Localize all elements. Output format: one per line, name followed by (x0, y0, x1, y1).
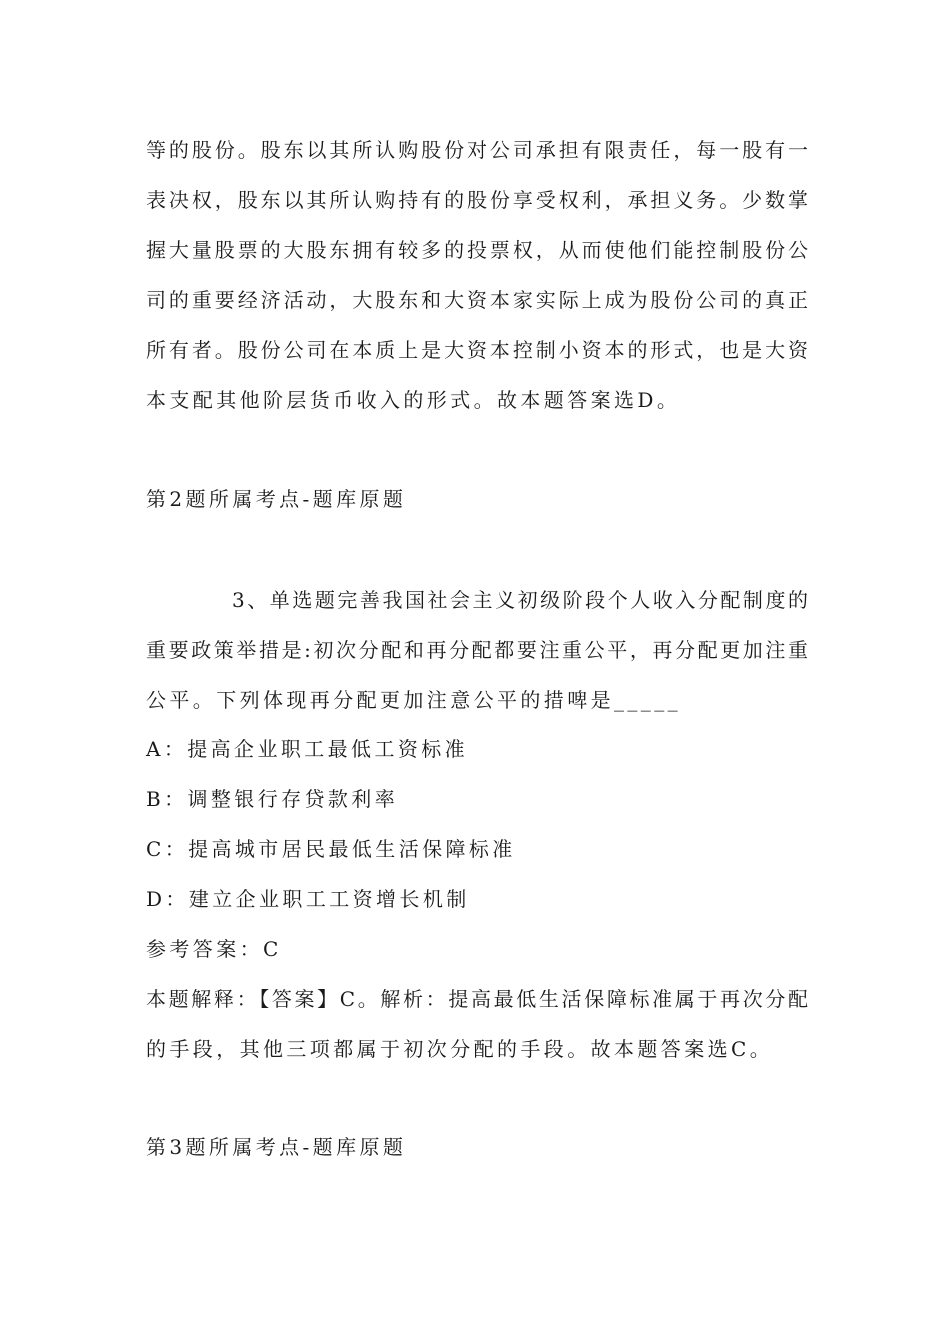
paragraph-line: 等的股份。股东以其所认购股份对公司承担有限责任，每一股有一 (146, 138, 808, 162)
paragraph-line: 所有者。股份公司在本质上是大资本控制小资本的形式，也是大资 (146, 338, 808, 362)
question-stem-line: 公平。下列体现再分配更加注意公平的措啤是_____ (146, 688, 681, 712)
option-d: D：建立企业职工工资增长机制 (146, 887, 470, 911)
question-stem-line: 3、单选题完善我国社会主义初级阶段个人收入分配制度的 (232, 588, 808, 612)
option-b: B：调整银行存贷款利率 (146, 787, 399, 811)
explanation-line: 的手段，其他三项都属于初次分配的手段。故本题答案选C。 (146, 1037, 774, 1061)
question-stem-line: 重要政策举措是:初次分配和再分配都要注重公平，再分配更加注重 (146, 638, 808, 662)
explanation-line: 本题解释：【答案】C。解析：提高最低生活保障标准属于再次分配 (146, 987, 808, 1011)
paragraph-line: 司的重要经济活动，大股东和大资本家实际上成为股份公司的真正 (146, 288, 808, 312)
paragraph-line: 握大量股票的大股东拥有较多的投票权，从而使他们能控制股份公 (146, 238, 808, 262)
option-c: C：提高城市居民最低生活保障标准 (146, 837, 516, 861)
q2-category-label: 第2题所属考点-题库原题 (146, 487, 407, 511)
paragraph-line: 表决权，股东以其所认购持有的股份享受权利，承担义务。少数掌 (146, 188, 808, 212)
q3-category-label: 第3题所属考点-题库原题 (146, 1135, 407, 1159)
paragraph-line: 本支配其他阶层货币收入的形式。故本题答案选D。 (146, 388, 681, 412)
reference-answer: 参考答案：C (146, 937, 282, 961)
option-a: A：提高企业职工最低工资标准 (146, 737, 469, 761)
